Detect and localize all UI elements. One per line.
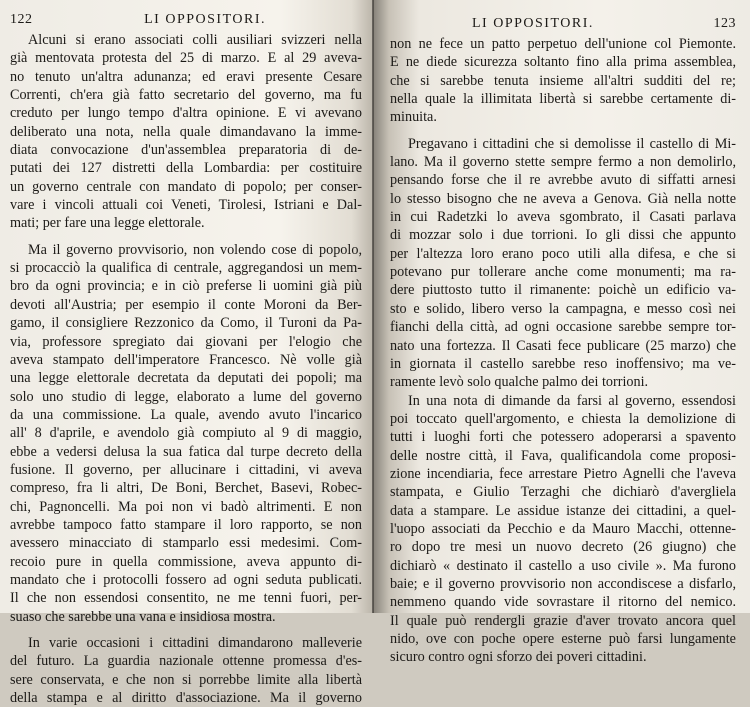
- text-line: Correnti, ch'era già fatto secretario del governo, ma fu: [10, 87, 362, 104]
- text-line: Pregavano i cittadini che si demolisse il castello di Mi-: [408, 135, 736, 152]
- text-line: lano. Ma il governo stette sempre fermo a non demolirlo,: [390, 154, 736, 171]
- text-line: fianchi della città, ad ogni occasione sarebbe sempre tor-: [390, 319, 736, 336]
- left-page: [0, 0, 374, 707]
- text-line: ramente levò solo qualche palmo dei torrioni.: [390, 374, 649, 391]
- text-line: stampata, e Giulio Terzaghi che dichiarò d'avergliela: [390, 484, 736, 501]
- text-line: E ne diede sicurezza soltanto fino alla prima assemblea,: [390, 54, 736, 71]
- text-line: in giornata il castello sarebbe reso inoffensivo; ma ve-: [390, 355, 736, 372]
- text-line: lo stesso bisogno che ne aveva a Genova. Già nella notte: [390, 190, 736, 207]
- text-line: zione incendiaria, fece arrestare Pietro Agnelli che l'aveva: [390, 465, 736, 482]
- text-line: sicuro contro ogni sforzo dei poveri cittadini.: [390, 649, 647, 666]
- text-line: delle nostre città, il Fava, qualificandola come proposi-: [390, 447, 736, 464]
- text-line: ro dopo tre mesi un nuovo decreto (26 giugno) che: [390, 539, 736, 556]
- text-line: da una commissione. La quale, avendo avuto l'incarico: [10, 406, 362, 423]
- text-line: del futuro. La guardia nazionale ottenne promessa d'es-: [10, 653, 362, 670]
- text-line: Il quale può rendergli grazie d'aver trovato ancora quel: [390, 612, 736, 629]
- text-line: Il che non essendosi consentito, ne me tenni fuori, per-: [10, 590, 362, 607]
- left-running-header: [10, 12, 362, 30]
- text-line: deliberato una nota, nella quale dimandavano la imme-: [10, 123, 362, 140]
- text-line: devoti all'Austria; per esempio il conte Moroni da Ber-: [10, 296, 362, 313]
- text-line: pensando forse che il re avrebbe avuto di siffatti arnesi: [390, 172, 736, 189]
- text-line: si procacciò la qualifica di centrale, aggregandosi un mem-: [10, 260, 362, 277]
- text-line: data a stampare. Le assidue istanze dei cittadini, a quel-: [390, 502, 736, 519]
- text-line: In una nota di dimande da farsi al governo, essendosi: [408, 392, 736, 409]
- text-line: dere piuttosto tutto il rimanente: poichè un edificio va-: [390, 282, 736, 299]
- text-line: suaso che sarebbe una vana e insidiosa mostra.: [10, 608, 276, 625]
- paragraph-gap: [10, 233, 362, 241]
- text-line: all' 8 d'aprile, e avendolo già compiuto al 9 di maggio,: [10, 425, 362, 442]
- text-line: che si sarebbe tenuta insieme all'altri sudditi del re;: [390, 72, 736, 89]
- text-line: chi, Pagnoncelli. Ma poi non vi badò altrimenti. E non: [10, 498, 362, 515]
- text-line: non ne fece un patto perpetuo dell'unione col Piemonte.: [390, 36, 736, 52]
- text-line: via, professore spregiato dai giovani per l'elogio che: [10, 333, 362, 350]
- paragraph-gap: [10, 626, 362, 634]
- text-line: avrebbe tampoco fatto stampare il loro rapporto, se non: [10, 516, 362, 533]
- text-line: sere conservata, e che non si porrebbe limite alla libertà: [10, 671, 362, 688]
- text-line: una legge elettorale decretata da deputati dei popoli; ma: [10, 370, 362, 387]
- right-page: [374, 0, 750, 666]
- text-line: compreso, fra li altri, De Boni, Berchet, Basevi, Robec-: [10, 480, 362, 497]
- text-line: solo uno studio di legge, elaborato a lume del governo: [10, 388, 362, 405]
- text-line: bro da ogni provincia; e in ciò preferse li uomini già più: [10, 278, 362, 295]
- text-line: nella quale la illimitata libertà si sarebbe certamente di-: [390, 91, 736, 108]
- right-page-number: 123: [713, 16, 736, 31]
- text-line: di mozzar solo i due torrioni. Io gli dissi che appunto: [390, 227, 736, 244]
- left-page-body: [10, 31, 362, 707]
- text-line: dichiarò « destinato il castello a uso civile ». Ma furono: [390, 557, 736, 574]
- text-line: per l'altezza loro erano poco utili alla difesa, e che si: [390, 245, 736, 262]
- right-running-header: [390, 16, 736, 34]
- text-line: mati; per fare una legge elettorale.: [10, 215, 205, 232]
- text-line: mandato che i protocolli fossero ad ogni seduta publicati.: [10, 571, 362, 588]
- text-line: l'uopo associati da Pecchio e da Mauro Macchi, ottenne-: [390, 520, 736, 537]
- text-line: nato una fortezza. Il Casati fece publicare (25 marzo) che: [390, 337, 736, 354]
- text-line: avessero minacciato di stamparlo essi medesimi. Com-: [10, 535, 362, 552]
- text-line: poi toccato quell'argomento, e chiesta la demolizione di: [390, 410, 736, 427]
- text-line: ebbe a vedersi delusa la sua fatica dal turpe decreto della: [10, 443, 362, 460]
- text-line: nido, ove con poche opere esterne può farsi lungamente: [390, 631, 736, 647]
- text-line: nemmeno quando vide sovrastare il ritorno del nemico.: [390, 594, 736, 611]
- text-line: putati dei 127 distretti della Lombardia: per costituire: [10, 160, 362, 177]
- text-line: baie; e il governo provvisorio non accondiscese a disfarlo,: [390, 575, 736, 592]
- text-line: vare i vincoli attuali coi Veneti, Tirolesi, Istriani e Dal-: [10, 197, 362, 214]
- text-line: fusione. Il governo, per allucinare i cittadini, vi aveva: [10, 461, 362, 478]
- text-line: recoio pure in quella commissione, aveva appunto di-: [10, 553, 362, 570]
- text-line: già mentovata protesta del 25 di marzo. E al 29 aveva-: [10, 50, 362, 67]
- text-line: aveva stampato dell'imperatore Francesco. Nè volle già: [10, 351, 362, 368]
- left-running-title: LI OPPOSITORI.: [144, 12, 266, 27]
- text-line: diata convocazione d'un'assemblea preparatoria di de-: [10, 142, 362, 159]
- text-line: in cui Radetzki lo aveva sgombrato, il Casati parlava: [390, 209, 736, 226]
- text-line: della stampa e al diritto d'associazione. Ma il governo: [10, 690, 362, 707]
- left-page-number: 122: [10, 12, 33, 27]
- text-line: In varie occasioni i cittadini dimandarono malleverie: [28, 635, 362, 651]
- text-line: no tenuto un'altra adunanza; ed eravi presente Cesare: [10, 68, 362, 85]
- text-line: Ma il governo provvisorio, non volendo cose di popolo,: [28, 241, 362, 258]
- text-line: potevano pur tollerare anche come monumenti; ma ra-: [390, 264, 736, 281]
- text-line: Alcuni si erano associati colli ausiliari svizzeri nella: [28, 32, 362, 48]
- text-line: sto e solido, libero verso la campagna, e messo così nei: [390, 300, 736, 317]
- text-line: un governo centrale con mandato di popolo; per conser-: [10, 178, 362, 195]
- paragraph-gap: [390, 127, 736, 135]
- text-line: tutti i luoghi forti che potessero adoperarsi a spavento: [390, 429, 736, 446]
- right-running-title: LI OPPOSITORI.: [472, 16, 594, 31]
- text-line: minuita.: [390, 109, 437, 126]
- text-line: creduto per lungo tempo d'altra opinione. E vi avevano: [10, 105, 362, 122]
- right-page-body: [390, 35, 736, 667]
- text-line: gamo, il consigliere Rezzonico da Como, il Turoni da Pa-: [10, 315, 362, 332]
